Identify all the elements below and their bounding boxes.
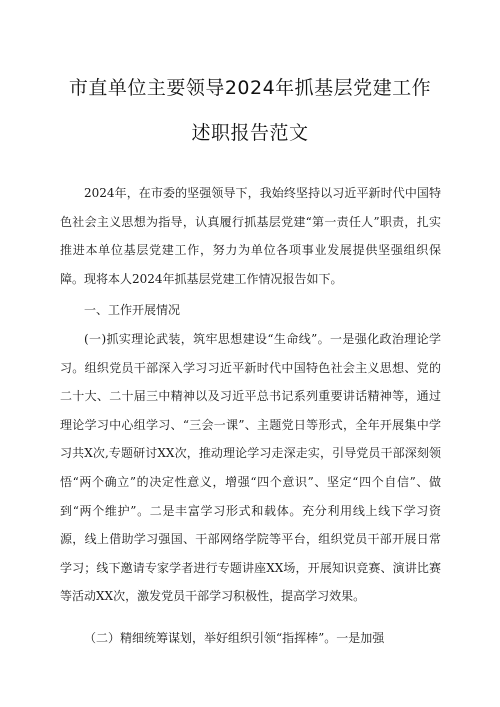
section-item-1 [60,325,441,611]
intro-paragraph [60,179,441,293]
section-item-2-text: （二）精细统筹谋划，举好组织引领“指挥棒”。一是加强 [84,631,385,645]
section-item-1-text: (一)抓实理论武装，筑牢思想建设“生命线”。一是强化政治理论学习。组织党员干部深入学习习近平新时代中国特色社会主义思想、党的二十大、二十届三中精神以及习近平总书记系列重要讲话精神等，通过理论学习中心组学习、“三会一课”、主题党日等形式，全年开展集中学习共X次,专题研讨XX次，推动理论学习走深走实，引导党员干部深刻领悟“两个确立”的决定性意义，增强“四个意识”、坚定“四个自信”、做到“两个维护”。二是丰富学习形式和载体。充分利用线上线下学习资源，线上借助学习强国、干部网络学院等平台，组织党员干部开展日常学习；线下邀请专家学者进行专题讲座XX场，开展知识竞赛、演讲比赛等活动XX次，激发党员干部学习积极性，提高学习效果。 [60,332,441,604]
document-title-line1: 市直单位主要领导2024年抓基层党建工作 [68,77,432,99]
section-item-2 [60,624,441,653]
document-title-line2: 述职报告范文 [191,122,309,144]
intro-text: 2024年，在市委的坚强领导下，我始终坚持以习近平新时代中国特色社会主义思想为指导，认真履行抓基层党建“第一责任人”职责，扎实推进本单位基层党建工作，努力为单位各项事业发展提供坚强组织保障。现将本人2024年抓基层党建工作情况报告如下。 [60,186,441,286]
section-heading: 一、工作开展情况 [84,303,181,317]
